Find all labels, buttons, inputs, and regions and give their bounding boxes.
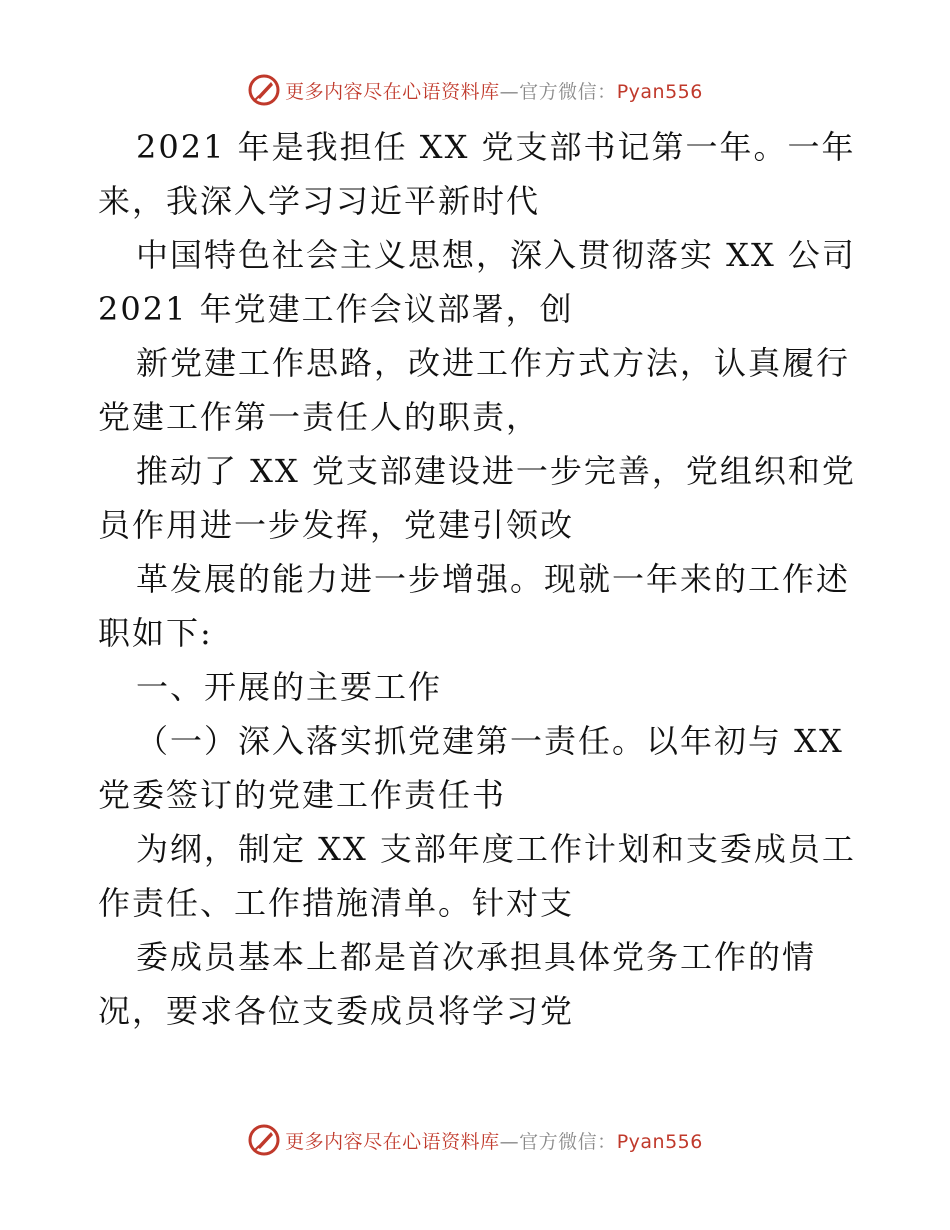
banner-text xyxy=(285,1127,703,1154)
banner-text xyxy=(285,77,703,104)
text-line: 新党建工作思路，改进工作方式方法，认真履行 xyxy=(136,344,851,382)
text-line: 为纲，制定 XX 支部年度工作计划和支委成员工 xyxy=(136,830,856,868)
banner-wechat-label: 官方微信： xyxy=(519,1130,617,1153)
text-line: 党委签订的党建工作责任书 xyxy=(98,776,507,814)
quill-logo-icon xyxy=(247,1123,281,1157)
banner-dash: — xyxy=(499,1130,520,1153)
banner-dash: — xyxy=(499,80,520,103)
text-line: 革发展的能力进一步增强。现就一年来的工作述 xyxy=(136,560,851,598)
header-banner xyxy=(0,70,950,110)
quill-logo-icon xyxy=(247,73,281,107)
text-line: 委成员基本上都是首次承担具体党务工作的情 xyxy=(136,938,817,976)
text-line: 职如下: xyxy=(98,614,213,652)
banner-site-name: 更多内容尽在心语资料库 xyxy=(285,80,500,103)
text-line: （一）深入落实抓党建第一责任。以年初与 XX xyxy=(136,722,844,760)
banner-site-name: 更多内容尽在心语资料库 xyxy=(285,1130,500,1153)
text-line: 党建工作第一责任人的职责， xyxy=(98,398,541,436)
text-line: 2021 年党建工作会议部署，创 xyxy=(98,290,574,328)
document-body xyxy=(98,120,858,1038)
text-line: 作责任、工作措施清单。针对支 xyxy=(98,884,575,922)
footer-banner xyxy=(0,1120,950,1160)
text-line: 中国特色社会主义思想，深入贯彻落实 XX 公司 xyxy=(136,236,856,274)
text-line: 来，我深入学习习近平新时代 xyxy=(98,182,541,220)
text-line: 2021 年是我担任 XX 党支部书记第一年。一年 xyxy=(136,128,856,166)
section-heading: 一、开展的主要工作 xyxy=(136,668,443,706)
text-line: 员作用进一步发挥，党建引领改 xyxy=(98,506,575,544)
text-line: 推动了 XX 党支部建设进一步完善，党组织和党 xyxy=(136,452,856,490)
banner-wechat-label: 官方微信： xyxy=(519,80,617,103)
banner-wechat-id: Pyan556 xyxy=(616,1130,703,1153)
text-line: 况，要求各位支委成员将学习党 xyxy=(98,992,575,1030)
banner-wechat-id: Pyan556 xyxy=(616,80,703,103)
